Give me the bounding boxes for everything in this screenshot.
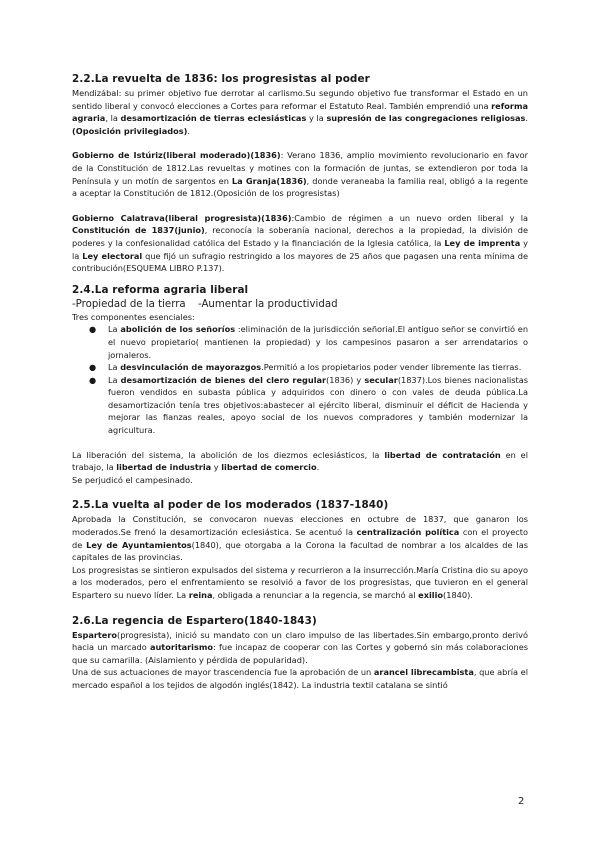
- bold-term: arancel librecambista: [373, 667, 474, 678]
- bold-term: supresión de las congregaciones religiosas: [326, 113, 526, 124]
- paragraph-calatrava: Gobierno Calatrava(liberal progresista)(1836):Cambio de régimen a un nuevo orden liberal y la Constitución de 1837(junio), reconocía la soberanía nacional, derechos a la propiedad, la división de poderes y la confesionalidad católica del Estado y la financiación de la Iglesia católica, la Ley de imprenta y la Ley electoral que fijó un sufragio restringido a los mayores de 25 años que pagasen una renta mínima de contribución(ESQUEMA LIBRO P.137).: [72, 212, 528, 274]
- document-page: [72, 72, 528, 692]
- section-title-reforma-agraria: 2.4.La reforma agraria liberal: [72, 283, 249, 296]
- bold-term: reina: [188, 590, 213, 600]
- bold-term: reforma agraria: [72, 100, 528, 124]
- subtitle-productividad: -Aumentar la productividad: [198, 298, 338, 310]
- paragraph-liberacion: La liberación del sistema, la abolición de los diezmos eclesiásticos, la libertad de contratación en el trabajo, la libertad de industria y libertad de comercio.: [72, 449, 528, 473]
- bullet-icon: ●: [89, 362, 97, 373]
- bold-term: desamortización de tierras eclesiásticas: [120, 113, 307, 124]
- bold-term: exilio: [418, 590, 444, 600]
- paragraph-componentes: Tres componentes esenciales:: [72, 311, 195, 322]
- bold-term: (Oposición privilegiados): [72, 125, 188, 136]
- bold-term: libertad de comercio: [221, 462, 317, 473]
- bold-term: secular: [364, 374, 398, 385]
- bold-term: La Granja(1836): [231, 175, 307, 186]
- bold-term: desamortización de bienes del clero regular: [120, 374, 327, 385]
- bullet-icon: ●: [89, 324, 97, 335]
- bullet-text: La desamortización de bienes del clero regular(1836) y secular(1837).Los bienes nacionalistas fueron vendidos en subasta pública y adquiridos con dinero o con vales de deuda pública.La desamortización tenía tres objetivos:abastecer al ejército liberal, disminuir el déficit de Hacienda y mejorar las fianzas reales, apoyo social de los nuevos compradores y también modernizar la agricultura.: [108, 374, 529, 436]
- page-number: 2: [518, 796, 525, 807]
- bold-term: autoritarismo: [149, 642, 214, 653]
- bullet-icon: ●: [89, 374, 97, 385]
- paragraph-progresistas: Los progresistas se sintieron expulsados del sistema y recurrieron a la insurrección.María Cristina dio su apoyo a los moderados, pero el enfrentamiento se resolvió a favor de los progresistas, que tuvieron en el general Espartero su nuevo líder. La reina, obligada a renunciar a la regencia, se marchó al exilio(1840).: [72, 564, 528, 600]
- bullet-item-senorios: [72, 323, 528, 361]
- paragraph-isturiz: Gobierno de Istúriz(liberal moderado)(1836): Verano 1836, amplio movimiento revolucionario en favor de la Constitución de 1812.Las revueltas y motines con la formación de juntas, se extendieron por toda la Península y un motín de sargentos en La Granja(1836), donde veraneaba la familia real, obligó a la regente a aceptar la Constitución de 1812.(Oposición de los progresistas): [72, 150, 528, 199]
- paragraph-mendizabal: Mendizábal: su primer objetivo fue derrotar al carlismo.Su segundo objetivo fue transformar el Estado en un sentido liberal y convocó elecciones a Cortes para reformar el Estatuto Real. También emprendió una reforma agraria, la desamortización de tierras eclesiásticas y la supresión de las congregaciones religiosas.(Oposición privilegiados).: [72, 88, 528, 136]
- bullet-item-desamortizacion: [72, 374, 528, 437]
- bold-term: Gobierno de Istúriz(liberal moderado)(1836): [72, 150, 281, 161]
- paragraph-arancel: Una de sus actuaciones de mayor trascendencia fue la aprobación de un arancel librecambista, que abría el mercado español a los tejidos de algodón inglés(1842). La industria textil catalana se sintió: [72, 667, 528, 690]
- bullet-text: La abolición de los señoríos :eliminación de la jurisdicción señorial.El antiguo señor se convirtió en el nuevo propietario( mantienen la propiedad) y los campesinos pasaron a ser arrendatarios o jornaleros.: [108, 324, 529, 360]
- bold-term: Gobierno Calatrava(liberal progresista)(1836): [72, 212, 292, 223]
- subtitle-propiedad: -Propiedad de la tierra: [72, 298, 186, 310]
- bold-term: Ley de imprenta: [444, 237, 521, 248]
- paragraph-constitucion: Aprobada la Constitución, se convocaron nuevas elecciones en octubre de 1837, que ganaron los moderados.Se frenó la desamortización eclesiástica. Se acentuó la centralización política con el proyecto de Ley de Ayuntamientos(1840), que otorgaba a la Corona la facultad de nombrar a los alcaldes de las capitales de las provincias.: [72, 514, 528, 563]
- section-title-revuelta: 2.2.La revuelta de 1836: los progresistas al poder: [72, 73, 370, 85]
- bold-term: libertad de industria: [116, 462, 212, 473]
- bullet-list: [72, 323, 528, 436]
- section-title-moderados: 2.5.La vuelta al poder de los moderados (1837-1840): [72, 499, 389, 512]
- paragraph-campesinado: Se perjudicó el campesinado.: [72, 474, 193, 485]
- bold-term: abolición de los señoríos: [120, 324, 236, 335]
- bold-term: Constitución de 1837(junio): [72, 225, 205, 236]
- bold-term: centralización política: [356, 527, 460, 538]
- section-title-espartero: 2.6.La regencia de Espartero(1840-1843): [72, 614, 317, 627]
- subtitle-row: [72, 298, 528, 311]
- bold-term: libertad de contratación: [384, 449, 501, 460]
- bullet-text: La desvinculación de mayorazgos.Permitió a los propietarios poder vender libremente las tierras.: [108, 362, 522, 373]
- bold-term: Espartero: [72, 629, 118, 640]
- paragraph-espartero: Espartero(progresista), inició su mandato con un claro impulso de las libertades.Sin embargo,pronto derivó hacia un marcado autoritarismo: fue incapaz de cooperar con las Cortes y gobernó sin más colaboraciones que su camarilla. (Aislamiento y pérdida de popularidad).: [72, 629, 528, 665]
- bold-term: desvinculación de mayorazgos: [120, 362, 262, 373]
- bullet-item-mayorazgos: [72, 361, 528, 374]
- bold-term: Ley de Ayuntamientos: [86, 539, 192, 550]
- bold-term: Ley electoral: [82, 250, 143, 261]
